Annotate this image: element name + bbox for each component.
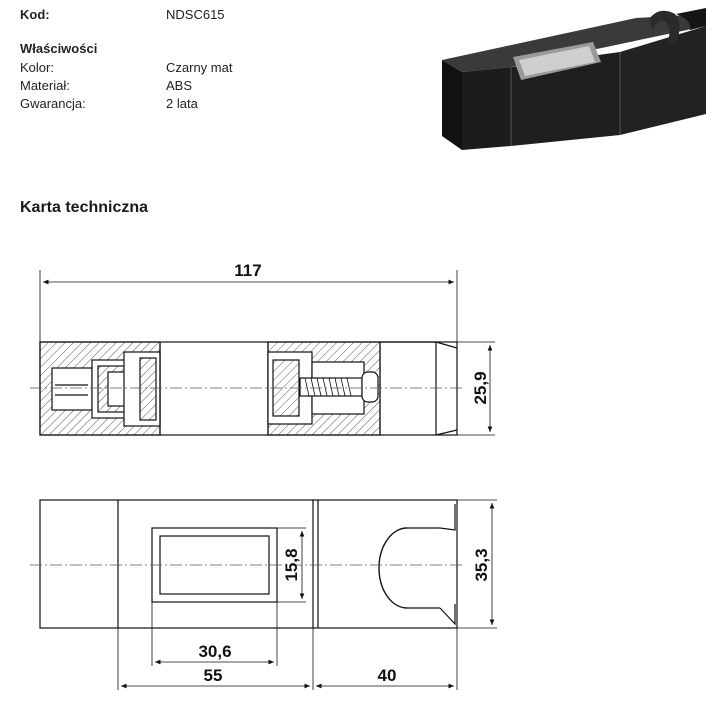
dim-total-length: 117	[234, 261, 262, 280]
property-value-color: Czarny mat	[166, 60, 233, 75]
property-label-color: Kolor:	[20, 60, 54, 75]
property-label-material: Materiał:	[20, 78, 70, 93]
dim-window-height: 15,8	[282, 548, 301, 582]
dim-window-width: 30,6	[198, 642, 232, 661]
kod-value: NDSC615	[166, 7, 225, 22]
property-value-warranty: 2 lata	[166, 96, 198, 111]
dim-side-height: 25,9	[471, 371, 490, 405]
front-view	[30, 500, 497, 690]
section-view	[30, 270, 495, 435]
section-title: Karta techniczna	[20, 199, 149, 216]
properties-heading: Właściwości	[20, 41, 98, 56]
kod-label: Kod:	[20, 7, 50, 22]
property-value-material: ABS	[166, 78, 193, 93]
dim-middle-width: 55	[203, 666, 223, 685]
dim-holder-width: 40	[377, 666, 397, 685]
property-label-warranty: Gwarancja:	[20, 96, 86, 111]
dim-body-height: 35,3	[472, 548, 491, 582]
